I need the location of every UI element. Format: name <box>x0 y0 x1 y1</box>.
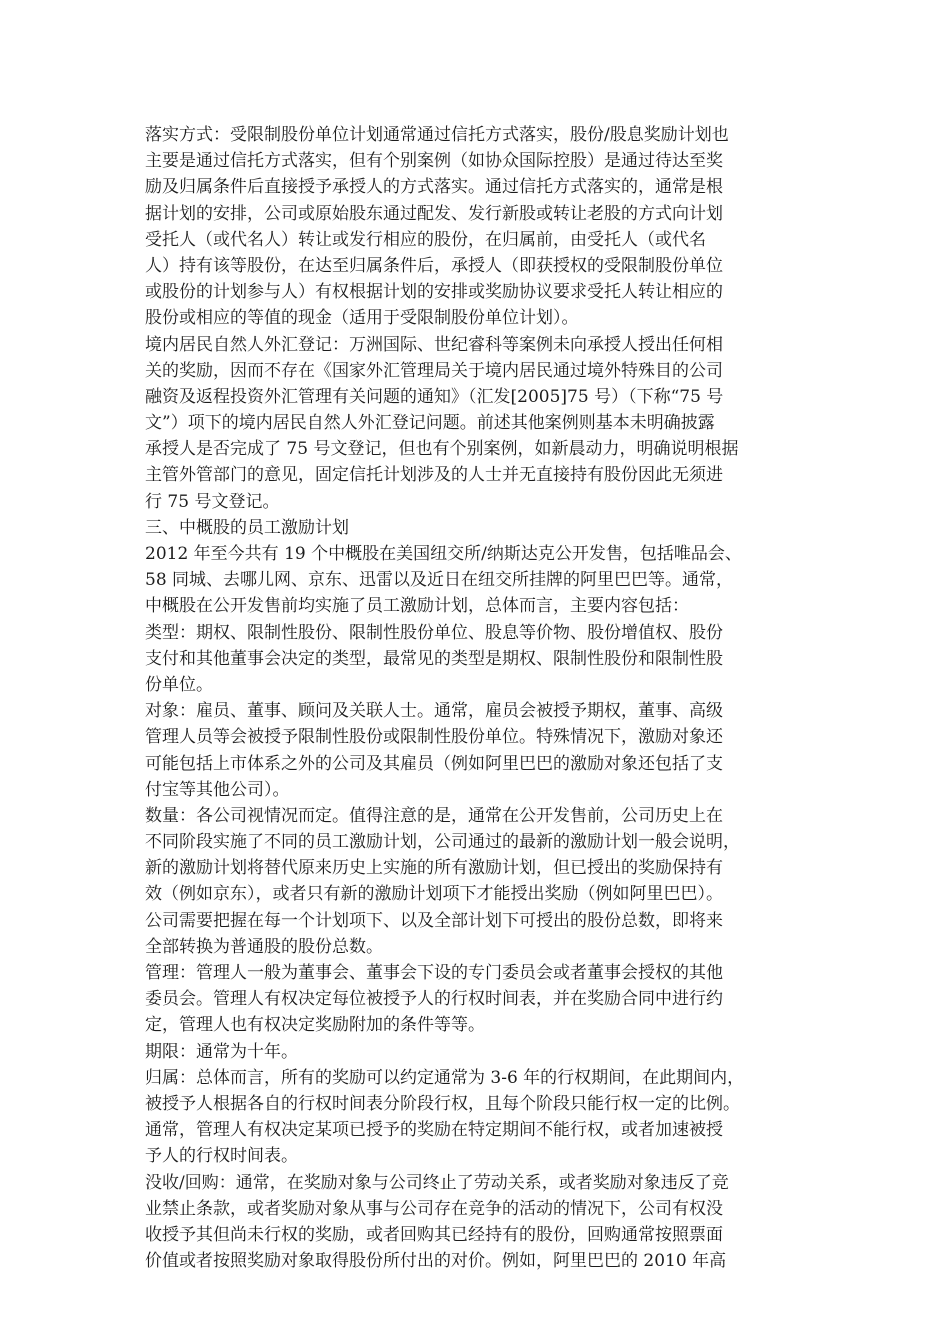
text-line: 融资及返程投资外汇管理有关问题的通知》（汇发[2005]75 号）（下称“75 号 <box>145 386 724 407</box>
text-line: 主要是通过信托方式落实，但有个别案例（如协众国际控股）是通过待达至奖 <box>145 151 723 172</box>
text-line: 公司需要把握在每一个计划项下、以及全部计划下可授出的股份总数，即将来 <box>145 910 723 931</box>
text-line: 支付和其他董事会决定的类型，最常见的类型是期权、限制性股份和限制性股 <box>145 648 723 669</box>
text-line: 类型：期权、限制性股份、限制性股份单位、股息等价物、股份增值权、股份 <box>145 622 723 643</box>
text-line: 58 同城、去哪儿网、京东、迅雷以及近日在纽交所挂牌的阿里巴巴等。通常， <box>145 570 734 591</box>
text-line: 受托人（或代名人）转让或发行相应的股份，在归属前，由受托人（或代名 <box>145 229 706 250</box>
text-line: 可能包括上市体系之外的公司及其雇员（例如阿里巴巴的激励对象还包括了支 <box>145 753 723 774</box>
text-line: 承授人是否完成了 75 号文登记，但也有个别案例，如新晨动力，明确说明根据 <box>145 439 739 460</box>
text-line: 全部转换为普通股的股份总数。 <box>145 936 383 957</box>
text-line: 励及归属条件后直接授予承授人的方式落实。通过信托方式落实的，通常是根 <box>145 177 723 198</box>
text-line: 中概股在公开发售前均实施了员工激励计划，总体而言，主要内容包括： <box>145 596 689 617</box>
text-line: 关的奖励，因而不存在《国家外汇管理局关于境内居民通过境外特殊目的公司 <box>145 360 723 381</box>
text-line: 新的激励计划将替代原来历史上实施的所有激励计划，但已授出的奖励保持有 <box>145 858 723 879</box>
text-line: 2012 年至今共有 19 个中概股在美国纽交所/纳斯达克公开发售，包括唯品会、 <box>145 544 742 564</box>
text-line: 对象：雇员、董事、顾问及关联人士。通常，雇员会被授予期权，董事、高级 <box>145 701 723 722</box>
text-line: 通常，管理人有权决定某项已授予的奖励在特定期间不能行权，或者加速被授 <box>145 1120 723 1141</box>
text-line: 或股份的计划参与人）有权根据计划的安排或奖励协议要求受托人转让相应的 <box>145 282 723 303</box>
text-line: 数量：各公司视情况而定。值得注意的是，通常在公开发售前，公司历史上在 <box>145 805 723 826</box>
text-line: 管理人员等会被授予限制性股份或限制性股份单位。特殊情况下，激励对象还 <box>145 727 723 748</box>
text-line: 据计划的安排，公司或原始股东通过配发、发行新股或转让老股的方式向计划 <box>145 203 723 224</box>
text-line: 效（例如京东），或者只有新的激励计划项下才能授出奖励（例如阿里巴巴）。 <box>145 884 723 905</box>
text-line: 境内居民自然人外汇登记：万洲国际、世纪睿科等案例未向承授人授出任何相 <box>145 334 723 355</box>
text-line: 行 75 号文登记。 <box>145 491 280 512</box>
text-line: 落实方式：受限制股份单位计划通常通过信托方式落实，股份/股息奖励计划也 <box>145 125 729 145</box>
text-line: 文”）项下的境内居民自然人外汇登记问题。前述其他案例则基本未明确披露 <box>145 413 715 434</box>
text-line: 人）持有该等股份，在达至归属条件后，承授人（即获授权的受限制股份单位 <box>145 255 723 276</box>
text-line: 价值或者按照奖励对象取得股份所付出的对价。例如，阿里巴巴的 2010 年高 <box>145 1251 727 1272</box>
text-line: 没收/回购：通常，在奖励对象与公司终止了劳动关系，或者奖励对象违反了竞 <box>145 1172 729 1193</box>
text-line: 付宝等其他公司）。 <box>145 779 290 800</box>
document-body <box>145 122 810 1274</box>
text-line: 股份或相应的等值的现金（适用于受限制股份单位计划）。 <box>145 308 579 329</box>
text-line: 业禁止条款，或者奖励对象从事与公司存在竞争的活动的情况下，公司有权没 <box>145 1198 723 1219</box>
text-line: 定，管理人也有权决定奖励附加的条件等等。 <box>145 1015 485 1036</box>
text-line: 不同阶段实施了不同的员工激励计划，公司通过的最新的激励计划一般会说明， <box>145 832 740 853</box>
text-line: 收授予其但尚未行权的奖励，或者回购其已经持有的股份，回购通常按照票面 <box>145 1224 723 1245</box>
text-line: 管理：管理人一般为董事会、董事会下设的专门委员会或者董事会授权的其他 <box>145 963 723 983</box>
text-line: 主管外管部门的意见，固定信托计划涉及的人士并无直接持有股份因此无须进 <box>145 465 723 486</box>
text-line: 归属：总体而言，所有的奖励可以约定通常为 3-6 年的行权期间，在此期间内， <box>145 1067 745 1088</box>
text-line: 份单位。 <box>145 674 213 695</box>
text-line: 期限：通常为十年。 <box>145 1041 298 1062</box>
text-line: 予人的行权时间表。 <box>145 1146 298 1167</box>
text-line: 被授予人根据各自的行权时间表分阶段行权，且每个阶段只能行权一定的比例。 <box>145 1093 740 1114</box>
text-line: 委员会。管理人有权决定每位被授予人的行权时间表，并在奖励合同中进行约 <box>145 989 723 1010</box>
section-heading: 三、中概股的员工激励计划 <box>145 517 349 538</box>
